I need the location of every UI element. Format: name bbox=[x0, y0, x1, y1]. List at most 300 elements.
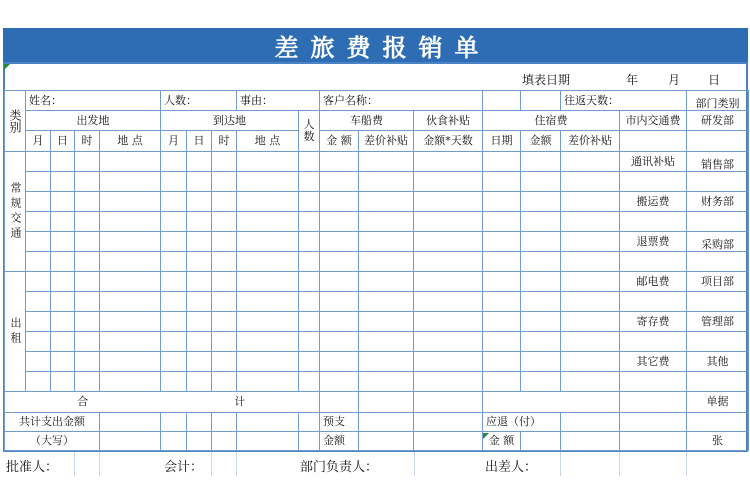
cell[interactable] bbox=[521, 332, 561, 352]
cell[interactable] bbox=[26, 312, 51, 332]
client-field[interactable]: 客户名称： bbox=[320, 91, 483, 111]
cell[interactable] bbox=[212, 372, 237, 392]
cell[interactable] bbox=[161, 232, 187, 252]
cell[interactable] bbox=[414, 152, 483, 172]
cell[interactable] bbox=[483, 212, 521, 232]
cell[interactable] bbox=[561, 432, 620, 451]
cell[interactable] bbox=[26, 352, 51, 372]
cell[interactable] bbox=[521, 252, 561, 272]
receipts-label: 单据 bbox=[687, 392, 749, 413]
side-expense-4: 邮电费 bbox=[620, 272, 687, 292]
cell[interactable] bbox=[212, 292, 237, 312]
cell[interactable] bbox=[299, 432, 320, 451]
table-row bbox=[5, 272, 749, 292]
cell[interactable] bbox=[187, 372, 212, 392]
cell[interactable] bbox=[320, 152, 359, 172]
cell[interactable] bbox=[320, 352, 359, 372]
fill-date-label: 填表日期 bbox=[522, 73, 571, 87]
cell[interactable] bbox=[359, 413, 414, 432]
cell[interactable] bbox=[100, 272, 161, 292]
cell[interactable] bbox=[237, 212, 299, 232]
cell[interactable] bbox=[483, 192, 521, 212]
arr-hour-header: 时 bbox=[212, 131, 237, 152]
page-title bbox=[3, 28, 748, 64]
cell[interactable] bbox=[237, 152, 299, 172]
cell[interactable] bbox=[414, 312, 483, 332]
cell[interactable] bbox=[521, 172, 561, 192]
uppercase-label: （大写） bbox=[5, 432, 100, 451]
cell[interactable] bbox=[161, 272, 187, 292]
cell[interactable] bbox=[75, 372, 100, 392]
divider bbox=[414, 452, 415, 476]
cell[interactable] bbox=[620, 292, 687, 312]
cell[interactable] bbox=[414, 272, 483, 292]
table-row bbox=[5, 372, 749, 392]
side-dept-4: 项目部 bbox=[687, 272, 749, 292]
cell[interactable] bbox=[100, 212, 161, 232]
cell[interactable] bbox=[212, 232, 237, 252]
cell[interactable] bbox=[561, 312, 620, 332]
arr-day-header: 日 bbox=[187, 131, 212, 152]
cell[interactable] bbox=[359, 352, 414, 372]
cell[interactable] bbox=[359, 432, 414, 451]
category-header: 类别 bbox=[5, 91, 26, 152]
side-dept-3: 采购部 bbox=[687, 232, 749, 252]
cell[interactable] bbox=[320, 372, 359, 392]
cell[interactable] bbox=[320, 172, 359, 192]
cell[interactable] bbox=[299, 152, 320, 172]
cell[interactable] bbox=[212, 413, 237, 432]
cell[interactable] bbox=[187, 432, 212, 451]
cell[interactable] bbox=[75, 172, 100, 192]
cell[interactable] bbox=[561, 212, 620, 232]
cell[interactable] bbox=[359, 392, 414, 413]
cell[interactable] bbox=[359, 332, 414, 352]
cell[interactable] bbox=[100, 172, 161, 192]
blank-cell[interactable] bbox=[687, 131, 749, 152]
cell[interactable] bbox=[100, 432, 161, 451]
cell[interactable] bbox=[237, 292, 299, 312]
cell[interactable] bbox=[320, 192, 359, 212]
refund-amount-label: 金 额 bbox=[483, 432, 521, 451]
cell[interactable] bbox=[620, 172, 687, 192]
side-dept-5: 管理部 bbox=[687, 312, 749, 332]
cell[interactable] bbox=[483, 292, 521, 312]
cell[interactable] bbox=[620, 332, 687, 352]
accountant-label: 会计： bbox=[164, 460, 204, 475]
cell[interactable] bbox=[212, 332, 237, 352]
cell[interactable] bbox=[187, 272, 212, 292]
cell[interactable] bbox=[161, 432, 187, 451]
divider bbox=[211, 452, 212, 476]
cell[interactable] bbox=[620, 372, 687, 392]
side-expense-6: 其它费 bbox=[620, 352, 687, 372]
cell[interactable] bbox=[299, 212, 320, 232]
departure-header: 出发地 bbox=[26, 111, 161, 131]
cell[interactable] bbox=[75, 332, 100, 352]
cell[interactable] bbox=[414, 172, 483, 192]
cell[interactable] bbox=[187, 192, 212, 212]
cell[interactable] bbox=[299, 352, 320, 372]
total-he-label: 合 bbox=[5, 392, 161, 413]
cell[interactable] bbox=[26, 152, 51, 172]
cell[interactable] bbox=[483, 232, 521, 252]
cell[interactable] bbox=[237, 413, 299, 432]
cell[interactable] bbox=[237, 352, 299, 372]
people-count-header: 人数 bbox=[299, 111, 320, 152]
traveler-label: 出差人： bbox=[485, 460, 538, 475]
cell[interactable] bbox=[237, 432, 299, 451]
category-regular: 常规交通 bbox=[5, 152, 26, 272]
cell[interactable] bbox=[521, 232, 561, 252]
cell[interactable] bbox=[161, 292, 187, 312]
total-amount-row bbox=[5, 413, 749, 432]
cell[interactable] bbox=[100, 312, 161, 332]
cell[interactable] bbox=[414, 292, 483, 312]
cell[interactable] bbox=[161, 192, 187, 212]
cell[interactable] bbox=[212, 432, 237, 451]
table-row bbox=[5, 292, 749, 312]
cell[interactable] bbox=[100, 352, 161, 372]
cell[interactable] bbox=[359, 252, 414, 272]
cell[interactable] bbox=[75, 292, 100, 312]
cell[interactable] bbox=[687, 212, 749, 232]
side-expense-5: 寄存费 bbox=[620, 312, 687, 332]
table-row bbox=[5, 172, 749, 192]
cell[interactable] bbox=[237, 252, 299, 272]
dep-place-header: 地 点 bbox=[100, 131, 161, 152]
cell[interactable] bbox=[483, 272, 521, 292]
cell[interactable] bbox=[26, 332, 51, 352]
cell[interactable] bbox=[521, 432, 561, 451]
cell[interactable] bbox=[521, 372, 561, 392]
cell[interactable] bbox=[521, 352, 561, 372]
cell[interactable] bbox=[320, 212, 359, 232]
cell[interactable] bbox=[51, 192, 75, 212]
arr-place-header: 地 点 bbox=[237, 131, 299, 152]
cell[interactable] bbox=[561, 252, 620, 272]
cell[interactable] bbox=[687, 252, 749, 272]
title-text: 差旅费报销单 bbox=[274, 33, 491, 62]
side-expense-2: 搬运费 bbox=[620, 192, 687, 212]
cell[interactable] bbox=[299, 192, 320, 212]
cell[interactable] bbox=[483, 352, 521, 372]
cell[interactable] bbox=[320, 312, 359, 332]
cell[interactable] bbox=[299, 272, 320, 292]
arrival-header: 到达地 bbox=[161, 111, 299, 131]
fare-diff-header: 差价补贴 bbox=[359, 131, 414, 152]
cell[interactable] bbox=[561, 192, 620, 212]
cell[interactable] bbox=[75, 312, 100, 332]
fare-header: 车船费 bbox=[320, 111, 414, 131]
lodging-date-header: 日期 bbox=[483, 131, 521, 152]
cell[interactable] bbox=[212, 252, 237, 272]
cell[interactable] bbox=[161, 152, 187, 172]
cell[interactable] bbox=[483, 172, 521, 192]
cell[interactable] bbox=[299, 413, 320, 432]
side-dept-2: 财务部 bbox=[687, 192, 749, 212]
cell[interactable] bbox=[521, 212, 561, 232]
cell[interactable] bbox=[100, 232, 161, 252]
cell[interactable] bbox=[51, 372, 75, 392]
total-row bbox=[5, 392, 749, 413]
cell[interactable] bbox=[100, 192, 161, 212]
people-field[interactable]: 人数： bbox=[161, 91, 237, 111]
lodging-amount-header: 金额 bbox=[521, 131, 561, 152]
fill-date-row bbox=[4, 62, 748, 90]
cell[interactable] bbox=[483, 372, 521, 392]
cell[interactable] bbox=[187, 332, 212, 352]
cell[interactable] bbox=[212, 172, 237, 192]
cell[interactable] bbox=[161, 312, 187, 332]
cell[interactable] bbox=[359, 292, 414, 312]
cell[interactable] bbox=[359, 272, 414, 292]
side-expense-1: 通讯补贴 bbox=[620, 152, 687, 172]
divider bbox=[619, 452, 620, 476]
arr-month-header: 月 bbox=[161, 131, 187, 152]
cell[interactable] bbox=[483, 312, 521, 332]
lodging-diff-header: 差价补贴 bbox=[561, 131, 620, 152]
cell[interactable] bbox=[620, 392, 687, 413]
cell[interactable] bbox=[51, 272, 75, 292]
cell[interactable] bbox=[320, 332, 359, 352]
cell[interactable] bbox=[561, 152, 620, 172]
cell[interactable] bbox=[100, 413, 161, 432]
cell[interactable] bbox=[51, 292, 75, 312]
cell[interactable] bbox=[51, 212, 75, 232]
cell[interactable] bbox=[26, 272, 51, 292]
cell[interactable] bbox=[320, 252, 359, 272]
cell[interactable] bbox=[161, 172, 187, 192]
cell[interactable] bbox=[187, 232, 212, 252]
cell[interactable] bbox=[26, 212, 51, 232]
month-label[interactable]: 月 bbox=[668, 73, 681, 87]
cell[interactable] bbox=[26, 292, 51, 312]
cell[interactable] bbox=[687, 413, 749, 432]
cell[interactable] bbox=[414, 372, 483, 392]
cell[interactable] bbox=[521, 312, 561, 332]
cell[interactable] bbox=[26, 252, 51, 272]
cell[interactable] bbox=[212, 272, 237, 292]
cell[interactable] bbox=[100, 252, 161, 272]
local-transport-header: 市内交通费 bbox=[620, 111, 687, 131]
blank-cell[interactable] bbox=[521, 91, 561, 111]
cell[interactable] bbox=[561, 272, 620, 292]
cell[interactable] bbox=[299, 312, 320, 332]
divider bbox=[686, 452, 687, 476]
cell[interactable] bbox=[212, 152, 237, 172]
cell[interactable] bbox=[561, 172, 620, 192]
cell[interactable] bbox=[237, 312, 299, 332]
cell[interactable] bbox=[620, 413, 687, 432]
cell[interactable] bbox=[75, 272, 100, 292]
cell[interactable] bbox=[187, 172, 212, 192]
cell[interactable] bbox=[414, 352, 483, 372]
cell[interactable] bbox=[161, 413, 187, 432]
cell[interactable] bbox=[687, 292, 749, 312]
cell[interactable] bbox=[299, 332, 320, 352]
cell[interactable] bbox=[75, 212, 100, 232]
cell[interactable] bbox=[161, 212, 187, 232]
cell[interactable] bbox=[620, 252, 687, 272]
cell[interactable] bbox=[75, 152, 100, 172]
cell[interactable] bbox=[320, 272, 359, 292]
cell[interactable] bbox=[414, 332, 483, 352]
cell[interactable] bbox=[521, 152, 561, 172]
cell[interactable] bbox=[212, 352, 237, 372]
cell[interactable] bbox=[161, 372, 187, 392]
cell[interactable] bbox=[359, 152, 414, 172]
cell[interactable] bbox=[187, 312, 212, 332]
cell[interactable] bbox=[414, 413, 483, 432]
cell[interactable] bbox=[237, 272, 299, 292]
reason-field[interactable]: 事由： bbox=[237, 91, 320, 111]
cell[interactable] bbox=[26, 232, 51, 252]
cell[interactable] bbox=[100, 372, 161, 392]
cell[interactable] bbox=[26, 192, 51, 212]
cell[interactable] bbox=[359, 172, 414, 192]
cell[interactable] bbox=[212, 192, 237, 212]
cell[interactable] bbox=[187, 212, 212, 232]
cell[interactable] bbox=[414, 232, 483, 252]
expense-table bbox=[4, 90, 749, 451]
cell[interactable] bbox=[687, 332, 749, 352]
dep-hour-header: 时 bbox=[75, 131, 100, 152]
cell[interactable] bbox=[51, 172, 75, 192]
cell[interactable] bbox=[620, 212, 687, 232]
cell[interactable] bbox=[237, 232, 299, 252]
table-row bbox=[5, 332, 749, 352]
cell[interactable] bbox=[483, 392, 620, 413]
cell[interactable] bbox=[299, 292, 320, 312]
total-spend-label: 共计支出金额 bbox=[5, 413, 100, 432]
cell[interactable] bbox=[26, 372, 51, 392]
cell[interactable] bbox=[100, 152, 161, 172]
cell[interactable] bbox=[75, 252, 100, 272]
cell[interactable] bbox=[51, 352, 75, 372]
cell[interactable] bbox=[299, 372, 320, 392]
advance-label: 预支 bbox=[320, 413, 359, 432]
cell[interactable] bbox=[100, 332, 161, 352]
day-label[interactable]: 日 bbox=[708, 73, 721, 87]
cell[interactable] bbox=[75, 192, 100, 212]
cell[interactable] bbox=[51, 252, 75, 272]
blank-cell[interactable] bbox=[620, 131, 687, 152]
cell[interactable] bbox=[359, 232, 414, 252]
cell[interactable] bbox=[414, 212, 483, 232]
cell[interactable] bbox=[187, 252, 212, 272]
cell[interactable] bbox=[237, 332, 299, 352]
cell[interactable] bbox=[161, 252, 187, 272]
cell[interactable] bbox=[359, 372, 414, 392]
blank-cell[interactable] bbox=[483, 91, 521, 111]
cell[interactable] bbox=[299, 172, 320, 192]
cell[interactable] bbox=[483, 252, 521, 272]
table-row bbox=[5, 232, 749, 252]
cell[interactable] bbox=[561, 352, 620, 372]
cell[interactable] bbox=[483, 152, 521, 172]
cell[interactable] bbox=[187, 152, 212, 172]
cell[interactable] bbox=[483, 332, 521, 352]
fare-amount-header: 金 额 bbox=[320, 131, 359, 152]
cell[interactable] bbox=[320, 392, 359, 413]
cell[interactable] bbox=[561, 372, 620, 392]
cell[interactable] bbox=[75, 352, 100, 372]
round-days-field[interactable]: 往返天数： bbox=[561, 91, 687, 111]
meal-amount-days-header: 金额*天数 bbox=[414, 131, 483, 152]
cell[interactable] bbox=[521, 272, 561, 292]
cell[interactable] bbox=[414, 432, 483, 451]
cell[interactable] bbox=[687, 372, 749, 392]
table-row bbox=[5, 192, 749, 212]
cell[interactable] bbox=[51, 312, 75, 332]
cell[interactable] bbox=[320, 232, 359, 252]
side-dept-6: 其他 bbox=[687, 352, 749, 372]
cell[interactable] bbox=[187, 413, 212, 432]
year-label[interactable]: 年 bbox=[626, 73, 639, 87]
cell[interactable] bbox=[187, 292, 212, 312]
cell[interactable] bbox=[687, 172, 749, 192]
cell[interactable] bbox=[51, 332, 75, 352]
cell[interactable] bbox=[237, 172, 299, 192]
name-field[interactable]: 姓名： bbox=[26, 91, 161, 111]
cell[interactable] bbox=[414, 392, 483, 413]
dept-category-header: 部门类别 bbox=[687, 91, 749, 111]
approver-label: 批准人： bbox=[6, 460, 59, 475]
cell[interactable] bbox=[620, 432, 687, 451]
cell[interactable] bbox=[414, 252, 483, 272]
meal-header: 伙食补贴 bbox=[414, 111, 483, 131]
cell[interactable] bbox=[521, 192, 561, 212]
cell[interactable] bbox=[51, 152, 75, 172]
table-row bbox=[5, 212, 749, 232]
cell[interactable] bbox=[299, 252, 320, 272]
cell[interactable] bbox=[561, 332, 620, 352]
dep-month-header: 月 bbox=[26, 131, 51, 152]
cell[interactable] bbox=[161, 352, 187, 372]
cell[interactable] bbox=[320, 292, 359, 312]
cell[interactable] bbox=[561, 232, 620, 252]
cell[interactable] bbox=[359, 212, 414, 232]
sub-header-row bbox=[5, 131, 749, 152]
cell[interactable] bbox=[237, 192, 299, 212]
cell[interactable] bbox=[75, 232, 100, 252]
cell[interactable] bbox=[414, 192, 483, 212]
group-header-row bbox=[5, 111, 749, 131]
table-row bbox=[5, 152, 749, 172]
dept-rd: 研发部 bbox=[687, 111, 749, 131]
cell[interactable] bbox=[212, 312, 237, 332]
cell[interactable] bbox=[187, 352, 212, 372]
cell[interactable] bbox=[299, 232, 320, 252]
cell[interactable] bbox=[26, 172, 51, 192]
cell[interactable] bbox=[237, 372, 299, 392]
divider bbox=[74, 452, 75, 476]
cell[interactable] bbox=[161, 332, 187, 352]
cell[interactable] bbox=[561, 292, 620, 312]
cell[interactable] bbox=[561, 413, 620, 432]
cell[interactable] bbox=[359, 312, 414, 332]
cell[interactable] bbox=[100, 292, 161, 312]
cell[interactable] bbox=[359, 192, 414, 212]
table-row bbox=[5, 312, 749, 332]
lodging-header: 住宿费 bbox=[483, 111, 620, 131]
cell[interactable] bbox=[51, 232, 75, 252]
divider bbox=[236, 452, 237, 476]
cell[interactable] bbox=[212, 212, 237, 232]
cell[interactable] bbox=[521, 292, 561, 312]
info-row bbox=[5, 91, 749, 111]
